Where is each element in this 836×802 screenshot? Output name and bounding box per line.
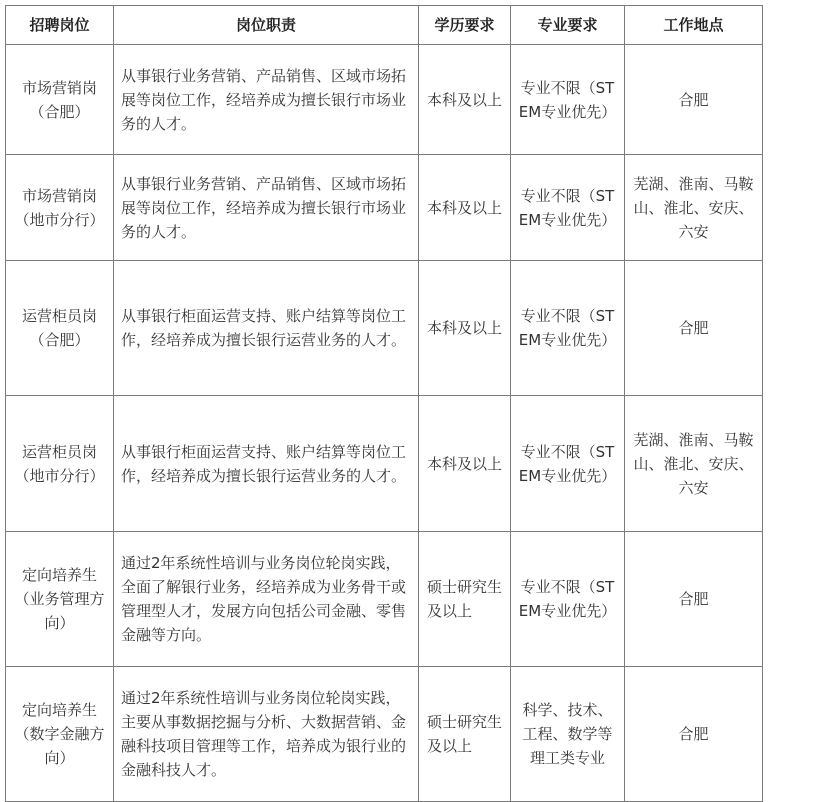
education-cell: 本科及以上 — [419, 396, 511, 532]
header-education: 学历要求 — [419, 6, 511, 45]
location-cell: 芜湖、淮南、马鞍山、淮北、安庆、六安 — [625, 396, 763, 532]
position-cell: 运营柜员岗（合肥） — [6, 261, 114, 396]
header-duty: 岗位职责 — [114, 6, 419, 45]
recruitment-table — [5, 5, 763, 802]
location-cell: 合肥 — [625, 261, 763, 396]
table-row — [6, 261, 763, 396]
education-cell: 硕士研究生及以上 — [419, 667, 511, 802]
education-cell: 硕士研究生及以上 — [419, 532, 511, 667]
table-row — [6, 155, 763, 261]
major-cell: 专业不限（STEM专业优先） — [511, 396, 625, 532]
major-cell: 专业不限（STEM专业优先） — [511, 45, 625, 155]
education-cell: 本科及以上 — [419, 45, 511, 155]
education-cell: 本科及以上 — [419, 155, 511, 261]
position-cell: 运营柜员岗（地市分行） — [6, 396, 114, 532]
header-position: 招聘岗位 — [6, 6, 114, 45]
position-cell: 定向培养生（业务管理方向） — [6, 532, 114, 667]
header-major: 专业要求 — [511, 6, 625, 45]
table-row — [6, 45, 763, 155]
location-cell: 合肥 — [625, 667, 763, 802]
position-cell: 定向培养生（数字金融方向） — [6, 667, 114, 802]
major-cell: 专业不限（STEM专业优先） — [511, 532, 625, 667]
table-row — [6, 667, 763, 802]
header-location: 工作地点 — [625, 6, 763, 45]
education-cell: 本科及以上 — [419, 261, 511, 396]
duty-cell: 通过2年系统性培训与业务岗位轮岗实践，全面了解银行业务，经培养成为业务骨干或管理型人才，发展方向包括公司金融、零售金融等方向。 — [114, 532, 419, 667]
location-cell: 合肥 — [625, 532, 763, 667]
major-cell: 科学、技术、工程、数学等理工类专业 — [511, 667, 625, 802]
table-row — [6, 396, 763, 532]
duty-cell: 通过2年系统性培训与业务岗位轮岗实践，主要从事数据挖掘与分析、大数据营销、金融科技项目管理等工作，培养成为银行业的金融科技人才。 — [114, 667, 419, 802]
table-row — [6, 532, 763, 667]
major-cell: 专业不限（STEM专业优先） — [511, 261, 625, 396]
location-cell: 芜湖、淮南、马鞍山、淮北、安庆、六安 — [625, 155, 763, 261]
duty-cell: 从事银行业务营销、产品销售、区域市场拓展等岗位工作，经培养成为擅长银行市场业务的人才。 — [114, 45, 419, 155]
position-cell: 市场营销岗（合肥） — [6, 45, 114, 155]
duty-cell: 从事银行业务营销、产品销售、区域市场拓展等岗位工作，经培养成为擅长银行市场业务的人才。 — [114, 155, 419, 261]
header-row — [6, 6, 763, 45]
duty-cell: 从事银行柜面运营支持、账户结算等岗位工作，经培养成为擅长银行运营业务的人才。 — [114, 261, 419, 396]
position-cell: 市场营销岗（地市分行） — [6, 155, 114, 261]
major-cell: 专业不限（STEM专业优先） — [511, 155, 625, 261]
location-cell: 合肥 — [625, 45, 763, 155]
duty-cell: 从事银行柜面运营支持、账户结算等岗位工作，经培养成为擅长银行运营业务的人才。 — [114, 396, 419, 532]
